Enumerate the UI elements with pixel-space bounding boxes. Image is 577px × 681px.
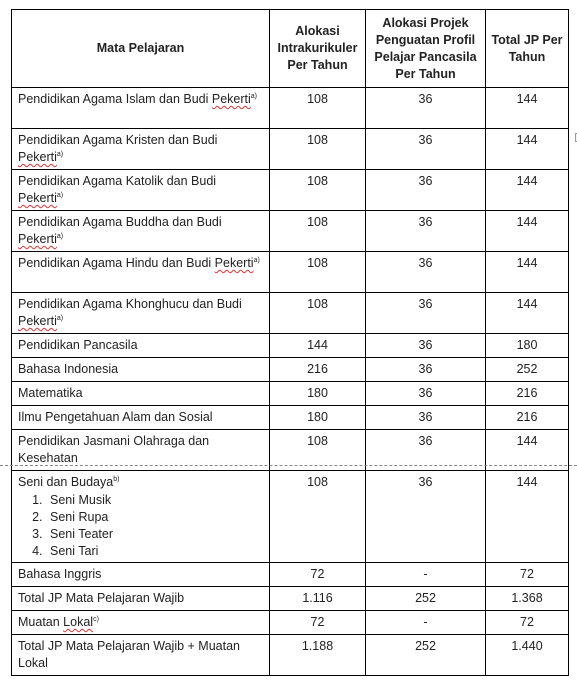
projek-cell: 36 (366, 211, 486, 252)
table-row (12, 170, 569, 211)
subject-cell (12, 211, 270, 252)
projek-cell: 36 (366, 471, 486, 563)
subject-cell (12, 170, 270, 211)
total-jp-cell: 72 (486, 611, 569, 635)
intrakurikuler-cell: 108 (270, 471, 366, 563)
subject-cell (12, 611, 270, 635)
intrakurikuler-cell: 180 (270, 406, 366, 430)
table-row (12, 293, 569, 334)
subject-name: Pendidikan Agama Katolik dan Budi (18, 174, 217, 188)
intrakurikuler-cell: 108 (270, 211, 366, 252)
projek-cell: - (366, 563, 486, 587)
subject-cell (12, 382, 270, 406)
total-jp-cell: 72 (486, 563, 569, 587)
projek-cell: 36 (366, 334, 486, 358)
intrakurikuler-cell: 108 (270, 170, 366, 211)
total-jp-cell: 1.368 (486, 587, 569, 611)
header-subject: Mata Pelajaran (12, 10, 270, 88)
list-item: 4. Seni Tari (46, 543, 263, 560)
intrakurikuler-cell: 1.188 (270, 635, 366, 676)
projek-cell: 36 (366, 252, 486, 293)
subject-name-flagged-word: Pekerti (18, 150, 57, 164)
projek-cell: 36 (366, 358, 486, 382)
total-jp-cell: 1.440 (486, 635, 569, 676)
subject-name-flagged-word: Pekerti (18, 232, 57, 246)
page-break-line (0, 465, 577, 466)
table-row (12, 406, 569, 430)
subject-cell (12, 129, 270, 170)
subject-name-flagged-word: Pekerti (18, 314, 57, 328)
subject-name: Muatan (18, 615, 64, 629)
footnote-marker: a) (253, 257, 260, 264)
art-subjects-list (18, 492, 263, 560)
subject-name: Bahasa Inggris (18, 567, 102, 581)
subject-name-flagged-word: Pekerti (214, 256, 254, 270)
list-item: 3. Seni Teater (46, 526, 263, 543)
total-jp-cell: 252 (486, 358, 569, 382)
subject-name-flagged-word: Pekerti (18, 191, 57, 205)
intrakurikuler-cell: 180 (270, 382, 366, 406)
total-jp-cell: 144 (486, 471, 569, 563)
total-jp-cell: 144 (486, 88, 569, 129)
footnote-marker: c) (93, 616, 99, 623)
projek-cell: - (366, 611, 486, 635)
subject-name-flagged-word: Pekerti (211, 92, 251, 106)
intrakurikuler-cell: 1.116 (270, 587, 366, 611)
projek-cell: 36 (366, 406, 486, 430)
subject-cell (12, 635, 270, 676)
total-jp-cell: 144 (486, 252, 569, 293)
subject-cell (12, 252, 270, 293)
footnote-marker: a) (56, 315, 64, 322)
table-row (12, 334, 569, 358)
footnote-marker: a) (56, 192, 64, 199)
intrakurikuler-cell: 108 (270, 293, 366, 334)
footnote-marker: a) (250, 93, 258, 100)
subject-cell (12, 293, 270, 334)
intrakurikuler-cell: 108 (270, 252, 366, 293)
table-row (12, 587, 569, 611)
total-jp-cell (486, 129, 569, 170)
subject-cell (12, 563, 270, 587)
projek-cell: 36 (366, 129, 486, 170)
intrakurikuler-cell: 216 (270, 358, 366, 382)
intrakurikuler-cell: 72 (270, 611, 366, 635)
header-intrakurikuler: Alokasi Intrakurikuler Per Tahun (270, 10, 366, 88)
subject-name: Pendidikan Jasmani Olahraga dan Kesehatan (18, 434, 210, 465)
table-row (12, 88, 569, 129)
table-row (12, 129, 569, 170)
subject-name: Matematika (18, 386, 83, 400)
table-row (12, 358, 569, 382)
intrakurikuler-cell: 108 (270, 88, 366, 129)
projek-cell: 252 (366, 587, 486, 611)
total-jp-cell: 144 (486, 293, 569, 334)
intrakurikuler-cell: 72 (270, 563, 366, 587)
footnote-marker: a) (56, 151, 64, 158)
table-row (12, 471, 569, 563)
subject-name: Pendidikan Agama Hindu dan Budi (18, 256, 215, 270)
list-item: 1. Seni Musik (46, 492, 263, 509)
total-jp-value: 144 (516, 133, 538, 147)
header-projek: Alokasi Projek Penguatan Profil Pelajar Pancasila Per Tahun (366, 10, 486, 88)
subject-name: Bahasa Indonesia (18, 362, 119, 376)
table-row (12, 563, 569, 587)
subject-name: Pendidikan Agama Kristen dan Budi (18, 133, 218, 147)
table-row (12, 635, 569, 676)
total-jp-cell: 144 (486, 211, 569, 252)
subject-cell (12, 471, 270, 563)
subject-cell (12, 88, 270, 129)
header-row (12, 10, 569, 88)
subject-name: Ilmu Pengetahuan Alam dan Sosial (18, 410, 213, 424)
subject-cell (12, 406, 270, 430)
projek-cell: 36 (366, 170, 486, 211)
projek-cell: 252 (366, 635, 486, 676)
subject-name: Pendidikan Agama Khonghucu dan Budi (18, 297, 242, 311)
total-jp-cell: 180 (486, 334, 569, 358)
total-jp-cell: 144 (486, 430, 569, 471)
table-row (12, 252, 569, 293)
subject-name-flagged-word: Lokal (63, 615, 94, 629)
subject-name: Pendidikan Pancasila (18, 338, 138, 352)
curriculum-table (11, 9, 569, 676)
subject-name: Seni dan Budaya (18, 475, 114, 489)
total-jp-cell: 216 (486, 382, 569, 406)
table-row (12, 211, 569, 252)
projek-cell: 36 (366, 382, 486, 406)
intrakurikuler-cell: 144 (270, 334, 366, 358)
subject-name: Total JP Mata Pelajaran Wajib (18, 591, 185, 605)
header-total-jp: Total JP Per Tahun (486, 10, 569, 88)
table-row (12, 382, 569, 406)
footnote-marker: b) (113, 476, 120, 483)
table-row (12, 611, 569, 635)
projek-cell: 36 (366, 293, 486, 334)
total-jp-cell: 216 (486, 406, 569, 430)
subject-name: Pendidikan Agama Islam dan Budi (18, 92, 212, 106)
footnote-marker: a) (56, 233, 64, 240)
subject-name: Total JP Mata Pelajaran Wajib + Muatan Lokal (18, 639, 240, 670)
projek-cell: 36 (366, 430, 486, 471)
subject-cell (12, 358, 270, 382)
intrakurikuler-cell: 108 (270, 129, 366, 170)
intrakurikuler-cell: 108 (270, 430, 366, 471)
total-jp-cell: 144 (486, 170, 569, 211)
list-item: 2. Seni Rupa (46, 509, 263, 526)
projek-cell: 36 (366, 88, 486, 129)
subject-name: Pendidikan Agama Buddha dan Budi (18, 215, 222, 229)
subject-cell (12, 334, 270, 358)
subject-cell (12, 587, 270, 611)
